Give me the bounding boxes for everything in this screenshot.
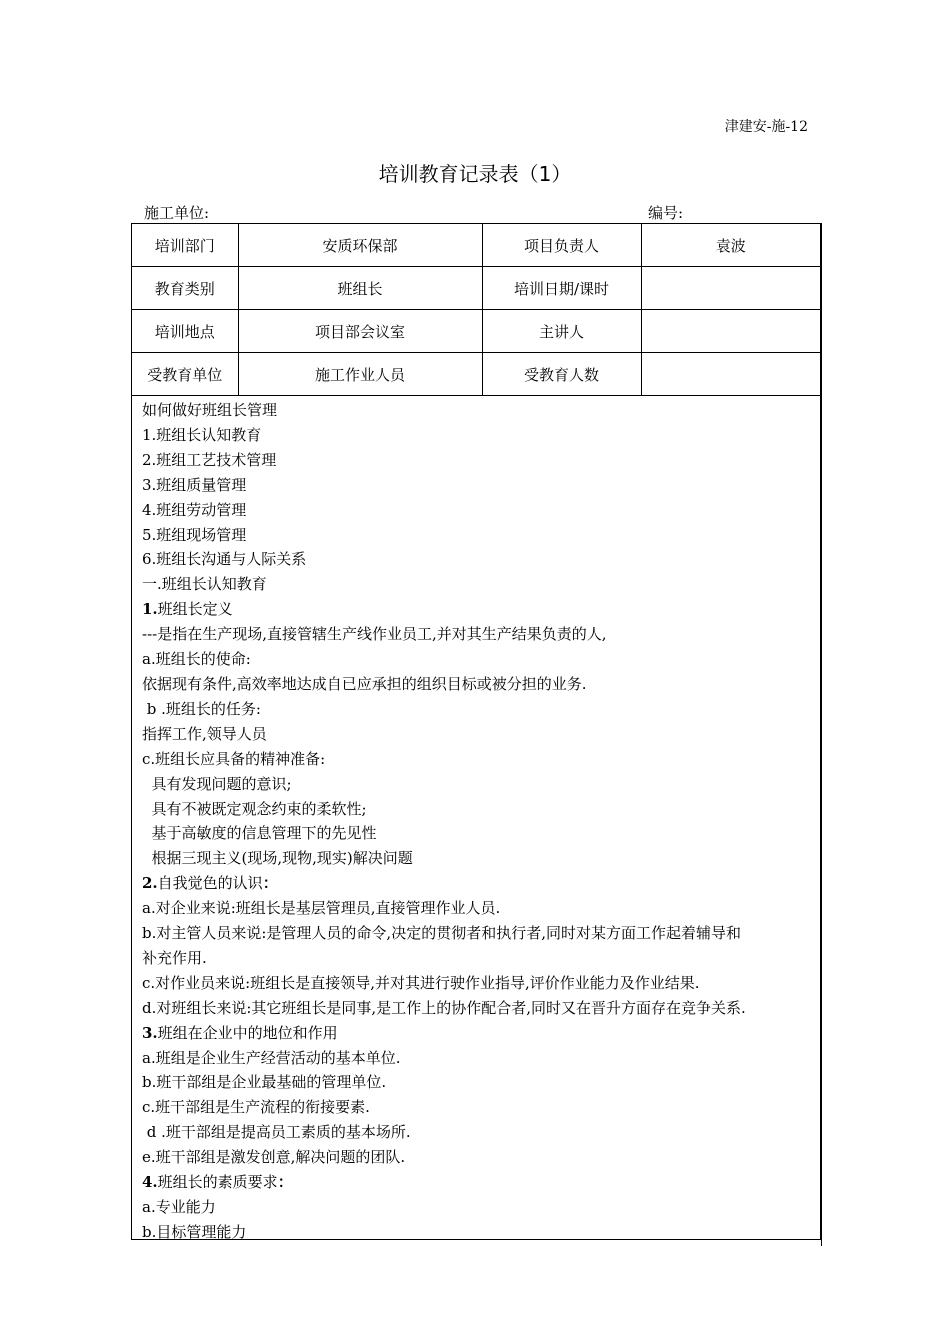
content-line: d.对班组长来说:其它班组长是同事,是工作上的协作配合者,同时又在晋升方面存在竞争关系. xyxy=(142,998,746,1017)
content-line: c.班组长应具备的精神准备: xyxy=(142,749,326,768)
section-number: 3. xyxy=(142,1023,158,1042)
content-line xyxy=(142,871,820,896)
leader-value: 袁波 xyxy=(641,224,820,267)
count-value xyxy=(641,353,820,396)
document-code: 津建安-施-12 xyxy=(724,119,808,135)
page-title: 培训教育记录表（1） xyxy=(378,162,572,186)
content-line: 具有发现问题的意识; xyxy=(142,774,292,793)
section-colon: ： xyxy=(262,874,278,893)
speaker-label: 主讲人 xyxy=(482,310,641,353)
content-line: 补充作用. xyxy=(142,948,207,967)
content-line: c.班干部组是生产流程的衔接要素. xyxy=(142,1098,370,1117)
content-line: 5.班组现场管理 xyxy=(142,525,247,544)
content-line: e.班干部组是激发创意,解决问题的团队. xyxy=(142,1148,406,1167)
content-line: 如何做好班组长管理 xyxy=(142,401,278,419)
type-label: 教育类别 xyxy=(132,267,238,310)
content-line: a.对企业来说:班组长是基层管理员,直接管理作业人员. xyxy=(142,899,501,918)
content-line: ---是指在生产现场,直接管辖生产线作业员工,并对其生产结果负责的人, xyxy=(142,625,607,644)
content-line: 根据三现主义(现场,现物,现实)解决问题 xyxy=(142,849,413,868)
content-line xyxy=(142,1021,820,1046)
content-line: 4.班组劳动管理 xyxy=(142,500,247,519)
content-line: 指挥工作,领导人员 xyxy=(142,724,267,743)
table-row xyxy=(132,224,820,267)
content-line: 依据现有条件,高效率地达成自已应承担的组织目标或被分担的业务. xyxy=(142,674,587,693)
trainee-label: 受教育单位 xyxy=(132,353,238,396)
section-colon: ： xyxy=(277,1173,293,1192)
content-line: b .班组长的任务: xyxy=(142,699,261,718)
section-number: 4. xyxy=(142,1173,158,1192)
content-line: a.班组是企业生产经营活动的基本单位. xyxy=(142,1048,401,1067)
section-heading: 班组长定义 xyxy=(157,600,233,619)
content-line: 6.班组长沟通与人际关系 xyxy=(142,550,307,569)
content-line: c.对作业员来说:班组长是直接领导,并对其进行驶作业指导,评价作业能力及作业结果. xyxy=(142,973,700,992)
content-line: 1.班组长认知教育 xyxy=(142,425,262,444)
table-row xyxy=(132,310,820,353)
place-value: 项目部会议室 xyxy=(238,310,482,353)
content-line: b.目标管理能力 xyxy=(142,1222,247,1241)
content-line: a.班组长的使命: xyxy=(142,650,251,669)
content-line xyxy=(142,1170,820,1195)
dept-value: 安质环保部 xyxy=(238,224,482,267)
type-value: 班组长 xyxy=(238,267,482,310)
place-label: 培训地点 xyxy=(132,310,238,353)
table-row xyxy=(132,353,820,396)
section-number: 1. xyxy=(142,600,158,619)
table-row xyxy=(132,267,820,310)
section-heading: 班组在企业中的地位和作用 xyxy=(157,1023,338,1042)
info-table xyxy=(132,224,820,396)
section-heading: 班组长的素质要求 xyxy=(157,1173,278,1192)
content-line: 基于高敏度的信息管理下的先见性 xyxy=(142,824,377,843)
date-value xyxy=(641,267,820,310)
dept-label: 培训部门 xyxy=(132,224,238,267)
record-sheet xyxy=(131,223,821,1240)
content-line: 具有不被既定观念约束的柔软性; xyxy=(142,799,367,818)
construction-unit-label: 施工单位: xyxy=(144,204,210,222)
page-edge-rule xyxy=(821,223,822,1246)
content-line: a.专业能力 xyxy=(142,1198,216,1216)
training-content xyxy=(132,396,820,1245)
section-number: 2. xyxy=(142,874,158,893)
trainee-value: 施工作业人员 xyxy=(238,353,482,396)
content-line: 一.班组长认知教育 xyxy=(142,575,267,594)
record-number-label: 编号: xyxy=(648,204,684,222)
leader-label: 项目负责人 xyxy=(482,224,641,267)
content-line: 3.班组质量管理 xyxy=(142,475,247,494)
count-label: 受教育人数 xyxy=(482,353,641,396)
content-line: b.对主管人员来说:是管理人员的命令,决定的贯彻者和执行者,同时对某方面工作起着辅导和 xyxy=(142,924,741,943)
date-label: 培训日期/课时 xyxy=(482,267,641,310)
content-line: b.班干部组是企业最基础的管理单位. xyxy=(142,1073,387,1092)
content-line xyxy=(142,597,820,622)
speaker-value xyxy=(641,310,820,353)
content-line: 2.班组工艺技术管理 xyxy=(142,450,277,469)
section-heading: 自我觉色的认识 xyxy=(157,874,263,893)
content-line: d .班干部组是提高员工素质的基本场所. xyxy=(142,1123,411,1142)
